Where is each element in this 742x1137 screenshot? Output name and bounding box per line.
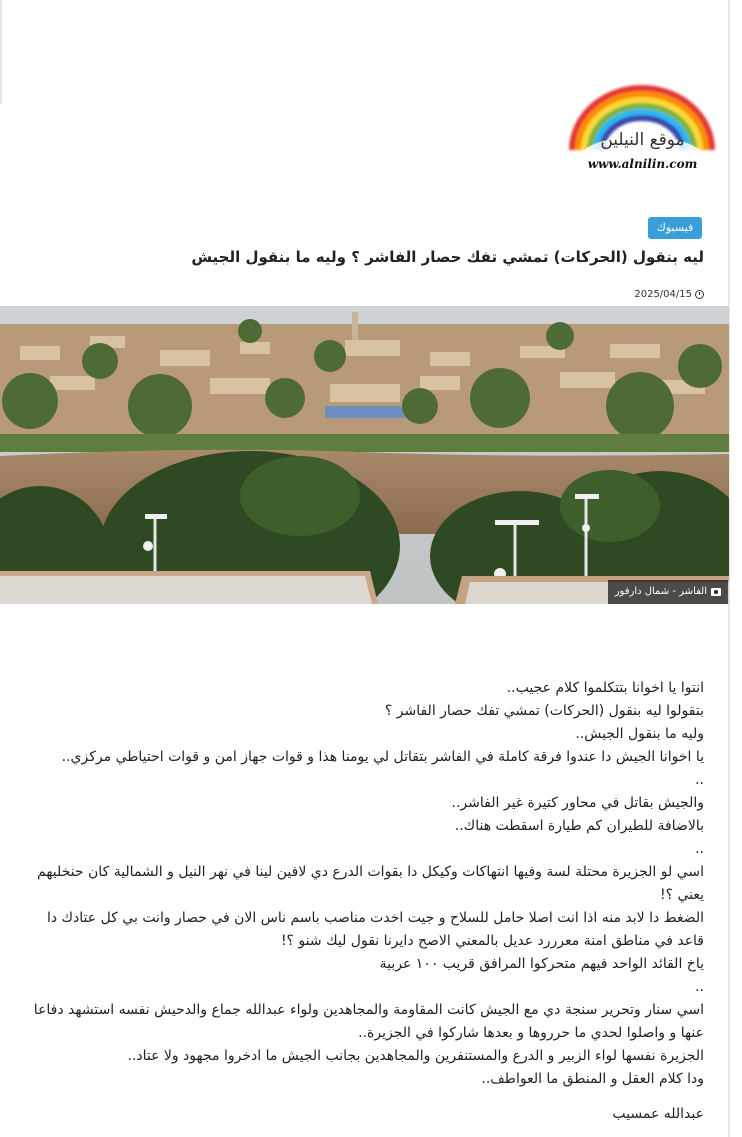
paragraph: ودا كلام العقل و المنطق ما العواطف.. (481, 1071, 704, 1087)
article-date: 2025/04/15 (634, 288, 692, 300)
paragraph: اسي لو الجزيرة محتلة لسة وفيها انتهاكات وكيكل دا بقوات الدرع دي لافين لينا في نهر النيل و الشمالية كان حنخليهم يعني ؟! (37, 864, 704, 903)
landscape-photo (0, 306, 729, 604)
paragraph: يا اخوانا الجيش دا عندوا فرقة كاملة في الفاشر بتقاتل لي يومنا هذا و قوات جهاز امن و قوات احتياطي مركزي.. (61, 749, 704, 765)
paragraph: .. (695, 979, 704, 995)
paragraph: الجزيرة نفسها لواء الزبير و الدرع والمستنفرين والمجاهدين بجانب الجيش ما ادخروا مجهود ولا عتاد.. (127, 1048, 704, 1064)
paragraph: .. (695, 841, 704, 857)
paragraph: انتوا يا اخوانا بتتكلموا كلام عجيب.. (506, 680, 704, 696)
paragraph: والجيش بقاتل في محاور كتيرة غير الفاشر.. (451, 795, 704, 811)
paragraph: .. (695, 772, 704, 788)
caption-text: الفاشر - شمال دارفور (614, 586, 707, 597)
article-title: ليه بنقول (الحركات) تمشي تفك حصار الفاشر ؟ وليه ما بنقول الجيش (191, 248, 704, 266)
paragraph: اسي سنار وتحرير سنجة دي مع الجيش كانت المقاومة والمجاهدين ولواء عبدالله جماع والدحيش نفسه استشهد دفاعا عنها و واصلوا لحدي ما حرروها و بعدها شاركوا في الجزيرة.. (33, 1002, 704, 1041)
article-meta (634, 287, 704, 301)
image-caption (608, 580, 728, 604)
article-image[interactable] (0, 306, 729, 604)
logo-name: موقع النيلين (600, 130, 685, 150)
paragraph: وليه ما بنقول الجيش.. (575, 726, 704, 742)
paragraph: الضغط دا لابد منه اذا انت اصلا حامل للسلاح و جيت اخدت مناصب باسم ناس الان في حصار وانت بي كل عتادك دا قاعد في مناطق امنة معرررد عديل بالمعني الاصح دايرنا نقول ليك شنو ؟! (46, 910, 704, 949)
site-logo[interactable] (560, 78, 725, 188)
category-badge[interactable]: فيسبوك (648, 217, 702, 239)
paragraph: بتقولوا ليه بنقول (الحركات) تمشي تفك حصار الفاشر ؟ (384, 703, 704, 719)
camera-icon (711, 588, 721, 596)
paragraph: بالاضافة للطيران كم طيارة اسقطت هناك.. (454, 818, 704, 834)
article-body (24, 677, 704, 1091)
page-frame-left (0, 0, 2, 104)
article-author: عبدالله عمسيب (612, 1106, 704, 1122)
clock-icon (695, 290, 704, 299)
paragraph: ياخ القائد الواحد فيهم متحركوا المرافق قريب ١٠٠ عربية (379, 956, 704, 972)
logo-url: www.alnilin.com (587, 157, 698, 171)
